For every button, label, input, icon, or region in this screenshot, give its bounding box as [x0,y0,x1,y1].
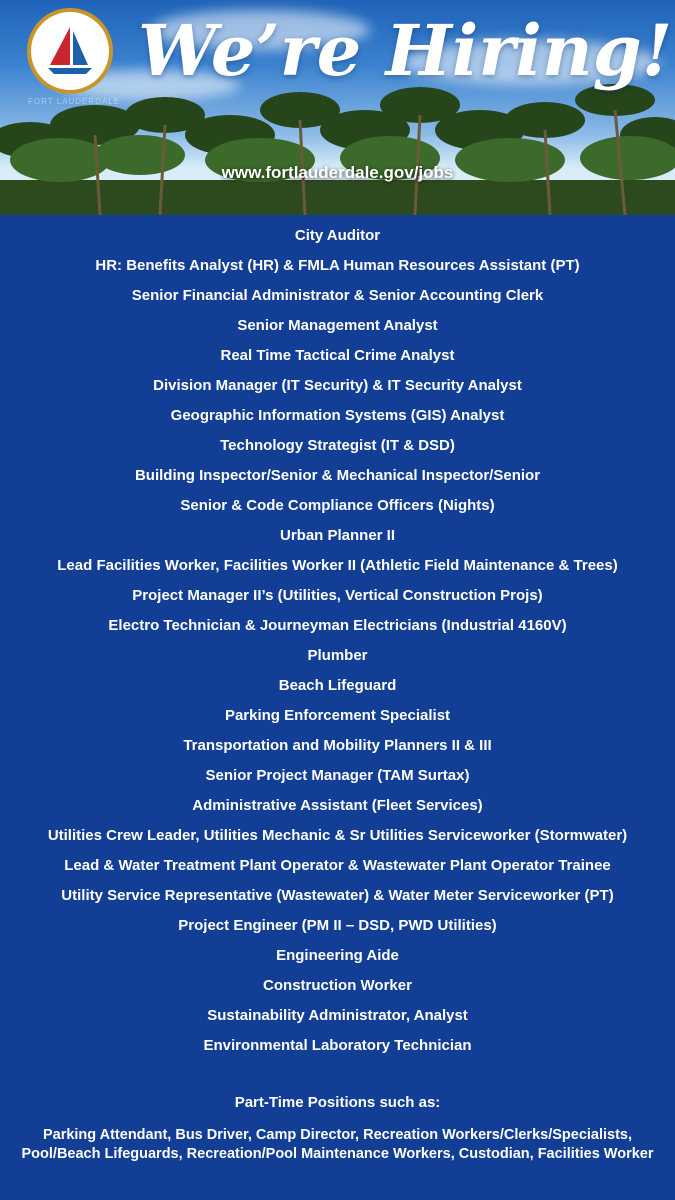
part-time-list-line-2: Pool/Beach Lifeguards, Recreation/Pool Maintenance Workers, Custodian, Facilities Worker [21,1146,654,1162]
jobs-url-link[interactable]: www.fortlauderdale.gov/jobs [221,163,454,182]
list-item: Administrative Assistant (Fleet Services) [192,797,483,814]
list-item: Senior Project Manager (TAM Surtax) [205,767,470,784]
list-item: Real Time Tactical Crime Analyst [220,347,455,364]
part-time-list-line-1: Parking Attendant, Bus Driver, Camp Director, Recreation Workers/Clerks/Specialists, [42,1127,633,1143]
list-item: Transportation and Mobility Planners II & III [183,737,492,754]
list-item: Construction Worker [263,977,412,994]
list-item: Senior Management Analyst [237,317,438,334]
page-title: We’re Hiring! [138,9,673,92]
list-item: Project Engineer (PM II – DSD, PWD Utilities) [178,917,497,934]
list-item: Electro Technician & Journeyman Electricians (Industrial 4160V) [108,617,567,634]
city-seal-logo [27,8,113,94]
seal-caption: FORT LAUDERDALE [28,97,121,106]
list-item: Utilities Crew Leader, Utilities Mechanic & Sr Utilities Serviceworker (Stormwater) [47,827,628,844]
sailboat-icon [40,21,100,81]
list-item: Technology Strategist (IT & DSD) [220,437,455,454]
list-item: Lead Facilities Worker, Facilities Worker II (Athletic Field Maintenance & Trees) [57,557,618,574]
list-item: Utility Service Representative (Wastewater) & Water Meter Serviceworker (PT) [61,887,614,904]
list-item: Plumber [307,647,368,664]
list-item: Environmental Laboratory Technician [203,1037,472,1054]
list-item: Senior Financial Administrator & Senior Accounting Clerk [131,287,544,304]
list-item: Beach Lifeguard [278,677,397,694]
list-item: Urban Planner II [279,527,396,544]
list-item: Sustainability Administrator, Analyst [207,1007,468,1024]
list-item: Project Manager II’s (Utilities, Vertical Construction Projs) [132,587,543,604]
list-item: City Auditor [294,227,381,244]
list-item: Senior & Code Compliance Officers (Nights) [180,497,495,514]
list-item: Lead & Water Treatment Plant Operator & Wastewater Plant Operator Trainee [64,857,611,874]
list-item: Parking Enforcement Specialist [224,707,451,724]
list-item: Building Inspector/Senior & Mechanical Inspector/Senior [134,467,541,484]
part-time-heading: Part-Time Positions such as: [234,1094,441,1111]
list-item: HR: Benefits Analyst (HR) & FMLA Human Resources Assistant (PT) [95,257,580,274]
job-list [0,223,675,1063]
list-item: Geographic Information Systems (GIS) Analyst [170,407,505,424]
list-item: Engineering Aide [276,947,399,964]
hero-banner [0,0,675,215]
list-item: Division Manager (IT Security) & IT Security Analyst [153,377,522,394]
